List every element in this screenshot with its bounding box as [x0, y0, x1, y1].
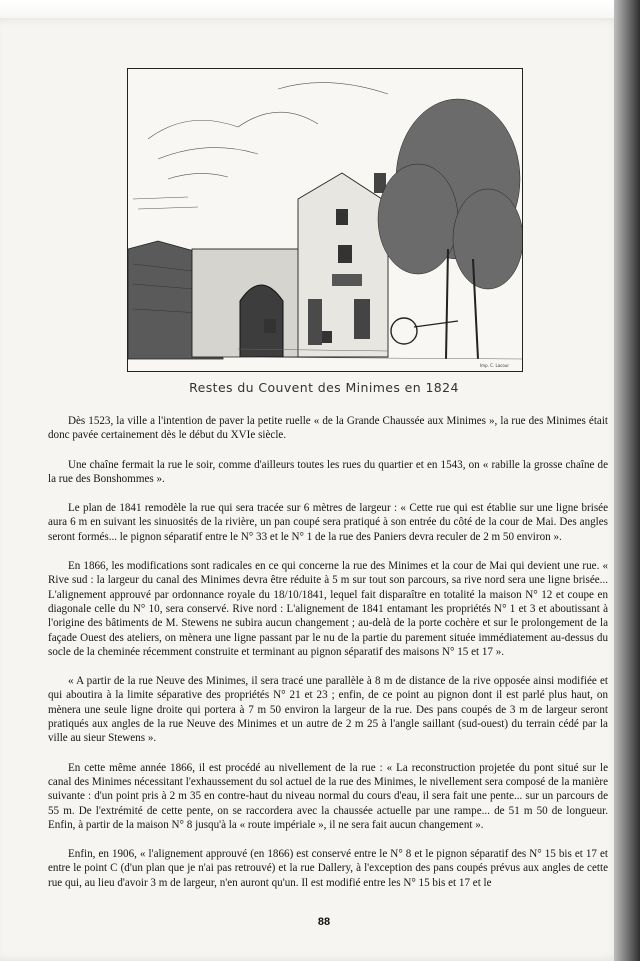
- engraving-drawing: [128, 69, 522, 371]
- paragraph-4: En 1866, les modifications sont radicales en ce qui concerne la rue des Minimes et la cour de Mai qui devient une rue. « Rive sud : la largeur du canal des Minimes devra être réduite à 5 m sur tout son parcours, sa rive nord sera une ligne brisée... L'alignement approuvé par ordonnance royale du 18/10/1841, lequel fait disparaître en totalité la maison N° 12 et coupe en diagonale celle du N° 10, sera conservé. Rive nord : L'alignement de 1841 entamant les propriétés N° 1 et 3 et aboutissant à l'origine des bâtiments de M. Stewens ne subira aucun changement ; au-delà de la porte cochère et sur le prolongement de la façade Ouest des ateliers, on mènera une ligne passant par le nu de la partie du parement située immédiatement au-dessus du socle de la cheminée récemment construite et terminant au pignon séparatif des maisons N° 15 et 17 ».: [48, 560, 608, 658]
- paragraph-6: En cette même année 1866, il est procédé au nivellement de la rue : « La reconstruction projetée du pont situé sur le canal des Minimes nécessitant l'exhaussement du sol actuel de la rue des Minimes, le nivellement sera composé de la manière suivante : d'un point pris à 2 m 35 en contre-haut du niveau normal du cours d'eau, il sera fait une pente... sur un parcours de 55 m. De l'extrémité de cette pente, on se raccordera avec la chaussée actuelle par une rampe... de 51 m 50 de longueur. Enfin, à partir de la maison N° 8 jusqu'à la « route impériale », il ne sera fait aucun changement ».: [48, 761, 608, 831]
- engraver-mark: Imp. C. Lacour: [480, 363, 509, 368]
- engraving-illustration: [127, 68, 523, 372]
- paragraph-7: Enfin, en 1906, « l'alignement approuvé (en 1866) est conservé entre le N° 8 et le pignon séparatif des N° 15 bis et 17 et entre le point C (d'un plan que je n'ai pas retrouvé) et la rue Dallery, à l'exception des pans coupés prévus aux angles de cette rue qui, au lieu d'avoir 3 m de largeur, n'en auront qu'un. Il est modifié entre les N° 15 bis et 17 et le: [48, 848, 608, 889]
- paragraph-1: Dès 1523, la ville a l'intention de paver la petite ruelle « de la Grande Chaussée aux Minimes », la rue des Minimes était donc pavée certainement dès le début du XVIe siècle.: [48, 415, 608, 442]
- figure-caption: Restes du Couvent des Minimes en 1824: [189, 380, 459, 395]
- body-text: [48, 414, 608, 905]
- book-spine: [614, 0, 640, 961]
- paragraph-2: Une chaîne fermait la rue le soir, comme d'ailleurs toutes les rues du quartier et en 1543, on « rabille la grosse chaîne de la rue des Bonshommes ».: [48, 458, 608, 485]
- page-number: 88: [317, 916, 331, 928]
- paragraph-5: « A partir de la rue Neuve des Minimes, il sera tracé une parallèle à 8 m de distance de la rive opposée ainsi modifiée et qui aboutira à la limite séparative des propriétés N° 21 et 23 ; enfin, de ce point au pignon dont il est parlé plus haut, on mènera une seule ligne droite qui portera à 7 m 50 environ la largeur de la rue. Des pans coupés de 3 m de largeur seront pratiqués aux angles de la rue Neuve des Minimes et un autre de 2 m 25 à l'angle saillant (sud-ouest) du terrain cédé par la ville au sieur Stewens ».: [48, 675, 608, 745]
- paragraph-3: Le plan de 1841 remodèle la rue qui sera tracée sur 6 mètres de largeur : « Cette rue qui est établie sur une ligne brisée aura 6 m en suivant les sinuosités de la rivière, un pan coupé sera pratiqué à son entrée du côté de la cour de Mai. Des angles seront formés... le pignon séparatif entre le N° 33 et le N° 1 de la rue des Paniers devra reculer de 2 m 50 environ ».: [48, 502, 608, 543]
